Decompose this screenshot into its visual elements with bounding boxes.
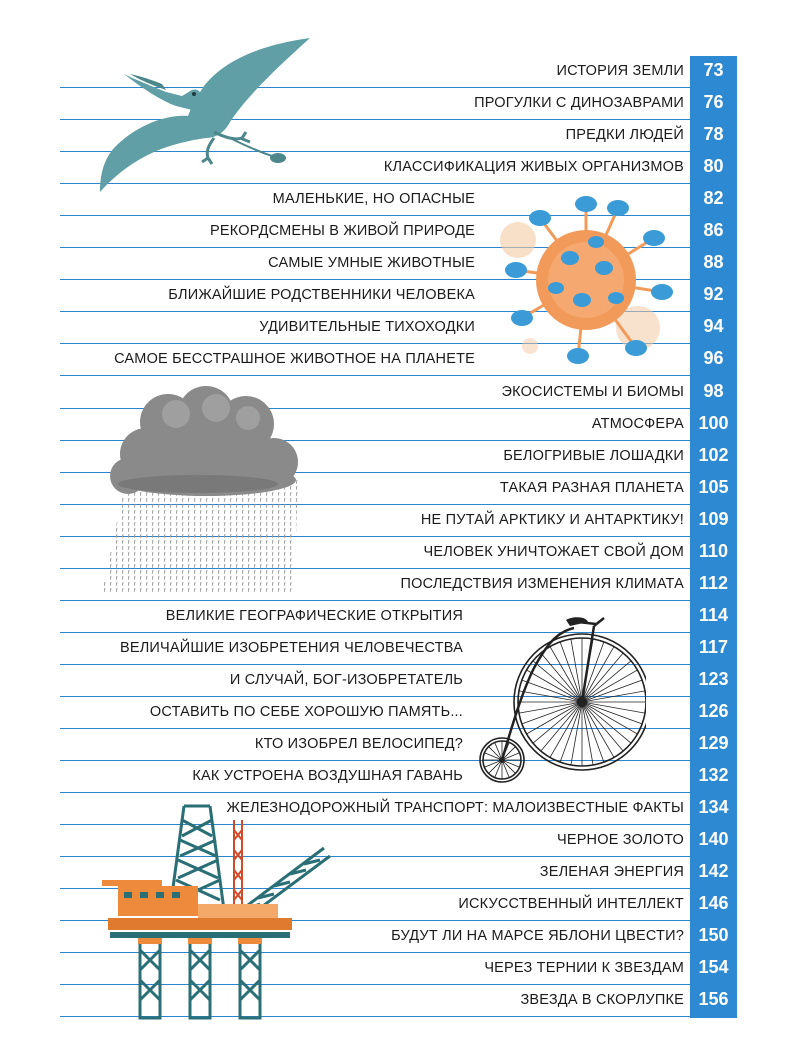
toc-page-number: 100 [698, 412, 729, 433]
toc-page-number: 94 [703, 316, 724, 337]
toc-entry-title: КАК УСТРОЕНА ВОЗДУШНАЯ ГАВАНЬ [192, 768, 463, 785]
toc-entry-title: САМЫЕ УМНЫЕ ЖИВОТНЫЕ [268, 255, 475, 272]
toc-page-number: 76 [703, 92, 724, 113]
toc-page-number: 146 [698, 893, 729, 914]
toc-page-number: 129 [698, 733, 729, 754]
toc-page-number: 80 [703, 156, 724, 177]
toc-page-number: 110 [698, 540, 729, 561]
toc-entry-title: УДИВИТЕЛЬНЫЕ ТИХОХОДКИ [259, 319, 475, 336]
toc-page-number: 132 [698, 765, 729, 786]
toc-page-number: 88 [703, 252, 724, 273]
toc-page-number: 98 [703, 380, 724, 401]
toc-page-number: 109 [698, 508, 729, 529]
toc-entry[interactable] [0, 633, 807, 665]
toc-entry[interactable] [0, 761, 807, 793]
toc-page-number: 105 [698, 476, 729, 497]
toc-entry-title: ИСКУССТВЕННЫЙ ИНТЕЛЛЕКТ [458, 896, 684, 913]
toc-entry-title: ЭКОСИСТЕМЫ И БИОМЫ [501, 383, 684, 400]
toc-page-number: 117 [698, 636, 729, 657]
toc-entry-title: БЛИЖАЙШИЕ РОДСТВЕННИКИ ЧЕЛОВЕКА [168, 287, 475, 304]
toc-entry-title: КЛАССИФИКАЦИЯ ЖИВЫХ ОРГАНИЗМОВ [383, 159, 684, 176]
toc-page-number: 112 [698, 572, 729, 593]
toc-entry-title: БЕЛОГРИВЫЕ ЛОШАДКИ [503, 447, 684, 464]
toc-page-number: 156 [698, 989, 729, 1010]
toc-entry-title: ЗВЕЗДА В СКОРЛУПКЕ [520, 992, 684, 1009]
toc-entry-title: ПОСЛЕДСТВИЯ ИЗМЕНЕНИЯ КЛИМАТА [400, 575, 684, 592]
toc-page-number: 126 [698, 701, 729, 721]
pterosaur-illustration [96, 34, 316, 196]
toc-page-number: 154 [698, 957, 729, 978]
toc-entry-title: ЧЕЛОВЕК УНИЧТОЖАЕТ СВОЙ ДОМ [423, 543, 684, 560]
toc-page-number: 123 [698, 668, 729, 689]
toc-entry-title: И СЛУЧАЙ, БОГ-ИЗОБРЕТАТЕЛЬ [229, 671, 463, 688]
toc-entry[interactable] [0, 665, 807, 697]
toc-page-number: 142 [698, 861, 729, 882]
toc-page-number: 140 [698, 829, 729, 850]
toc-page-number: 86 [703, 220, 724, 241]
toc-entry-title: ТАКАЯ РАЗНАЯ ПЛАНЕТА [499, 479, 684, 496]
toc-entry-title: МАЛЕНЬКИЕ, НО ОПАСНЫЕ [272, 191, 475, 208]
penny-farthing-bicycle-illustration [476, 606, 646, 786]
toc-page-number: 78 [703, 124, 724, 145]
toc-entry-title: ВЕЛИКИЕ ГЕОГРАФИЧЕСКИЕ ОТКРЫТИЯ [165, 607, 463, 624]
rain-cloud-illustration [98, 384, 312, 596]
virus-illustration [486, 188, 686, 368]
toc-entry-title: БУДУТ ЛИ НА МАРСЕ ЯБЛОНИ ЦВЕСТИ? [391, 928, 684, 945]
toc-page-number: 82 [703, 188, 724, 209]
toc-page-number: 96 [703, 348, 724, 369]
toc-entry-title: ВЕЛИЧАЙШИЕ ИЗОБРЕТЕНИЯ ЧЕЛОВЕЧЕСТВА [119, 639, 463, 656]
toc-entry-title: НЕ ПУТАЙ АРКТИКУ И АНТАРКТИКУ! [420, 511, 684, 528]
toc-entry-title: ЧЕРНОЕ ЗОЛОТО [556, 832, 684, 849]
toc-page-number: 92 [703, 284, 724, 305]
oil-rig-illustration [98, 800, 364, 1020]
toc-entry-title: ПРОГУЛКИ С ДИНОЗАВРАМИ [474, 95, 684, 112]
toc-entry[interactable] [0, 601, 807, 633]
toc-page-number: 134 [698, 797, 729, 818]
toc-page-number: 73 [703, 60, 724, 80]
toc-entry[interactable] [0, 697, 807, 729]
toc-entry[interactable] [0, 729, 807, 761]
toc-entry-title: КТО ИЗОБРЕЛ ВЕЛОСИПЕД? [254, 736, 463, 753]
toc-entry-title: АТМОСФЕРА [591, 415, 684, 432]
toc-page-number: 102 [698, 444, 729, 465]
toc-entry-title: ИСТОРИЯ ЗЕМЛИ [556, 63, 684, 79]
toc-entry-title: ЗЕЛЕНАЯ ЭНЕРГИЯ [539, 864, 684, 881]
toc-entry-title: ЖЕЛЕЗНОДОРОЖНЫЙ ТРАНСПОРТ: МАЛОИЗВЕСТНЫЕ ФАКТЫ [226, 800, 684, 817]
toc-entry-title: РЕКОРДСМЕНЫ В ЖИВОЙ ПРИРОДЕ [210, 223, 475, 240]
toc-entry-title: САМОЕ БЕССТРАШНОЕ ЖИВОТНОЕ НА ПЛАНЕТЕ [114, 351, 475, 368]
toc-page-number: 114 [698, 604, 729, 625]
toc-entry-title: ОСТАВИТЬ ПО СЕБЕ ХОРОШУЮ ПАМЯТЬ... [149, 704, 463, 720]
toc-page-number: 150 [698, 925, 729, 946]
toc-entry-title: ЧЕРЕЗ ТЕРНИИ К ЗВЕЗДАМ [484, 960, 684, 977]
toc-entry-title: ПРЕДКИ ЛЮДЕЙ [565, 127, 684, 144]
